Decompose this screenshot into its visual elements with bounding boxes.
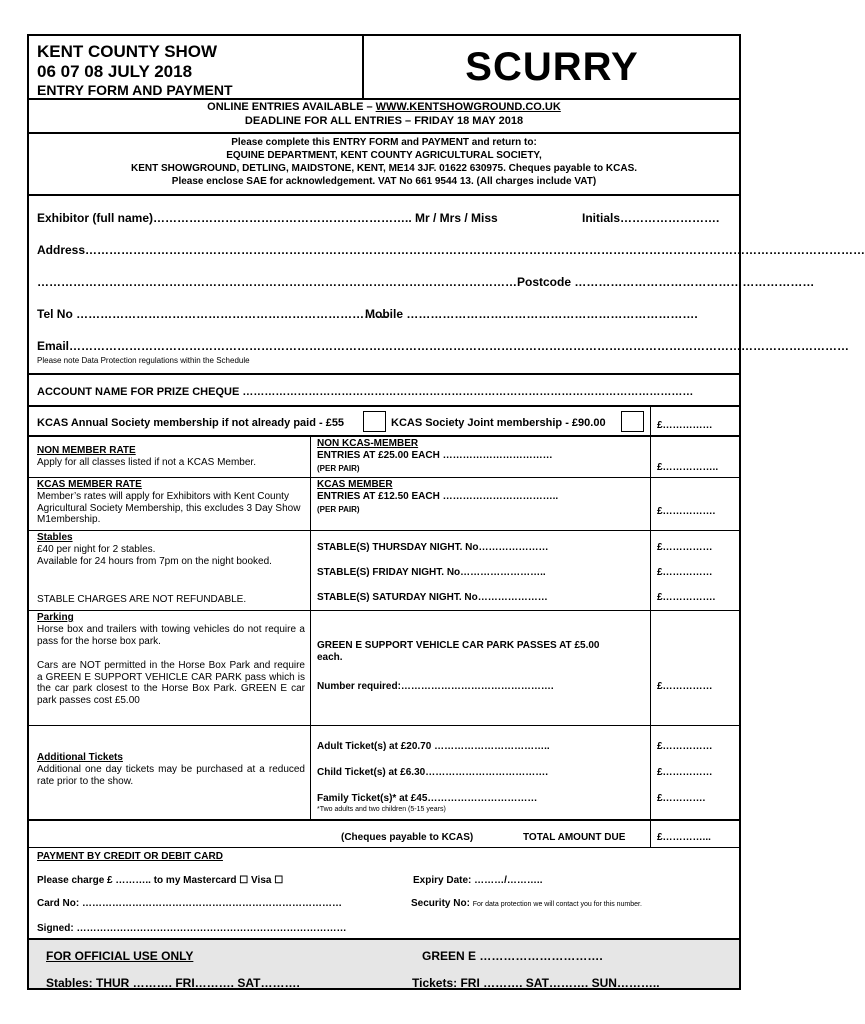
stable-friday-field[interactable]: STABLE(S) FRIDAY NIGHT. No…………………….. — [317, 567, 546, 578]
member-heading: KCAS MEMBER RATE — [37, 479, 142, 490]
parking-number-field[interactable]: Number required:………………………………………. — [317, 681, 554, 692]
left-column-divider — [310, 435, 311, 819]
annual-membership-checkbox[interactable] — [363, 411, 386, 432]
card-payment-heading: PAYMENT BY CREDIT OR DEBIT CARD — [37, 851, 223, 862]
divider — [29, 194, 739, 196]
non-member-per-pair: (PER PAIR) — [317, 464, 360, 473]
stables-heading: Stables — [37, 532, 73, 543]
exhibitor-name-field[interactable]: Exhibitor (full name)……………………………………………………….. Mr / Mrs / Miss — [37, 211, 498, 225]
official-green-e: GREEN E …………………………. — [422, 949, 603, 963]
tickets-heading: Additional Tickets — [37, 752, 123, 763]
family-ticket-field[interactable]: Family Ticket(s)* at £45…………………………… — [317, 793, 538, 804]
parking-horsebox-text: Horse box and trailers with towing vehicles do not require a pass for the horse box park. — [37, 624, 305, 647]
security-label: Security No: — [411, 898, 470, 909]
member-amount[interactable]: £……………. — [657, 506, 716, 517]
parking-heading: Parking — [37, 612, 74, 623]
green-e-passes-heading: GREEN E SUPPORT VEHICLE CAR PARK PASSES AT £5.00 each. — [317, 640, 600, 663]
tickets-text: Additional one day tickets may be purchased at a reduced rate prior to the show. — [37, 764, 305, 787]
parking-amount[interactable]: £…………… — [657, 681, 713, 692]
child-ticket-amount[interactable]: £…………… — [657, 767, 713, 778]
family-ticket-amount[interactable]: £…………. — [657, 793, 706, 804]
cheques-payable: (Cheques payable to KCAS) — [341, 832, 474, 843]
row-divider — [29, 725, 739, 726]
divider — [29, 819, 739, 821]
member-per-pair: (PER PAIR) — [317, 505, 360, 514]
non-kcas-member-heading: NON KCAS-MEMBER — [317, 438, 419, 449]
card-charge-field[interactable]: Please charge £ ……….. to my Mastercard ☐ Visa ☐ — [37, 875, 284, 886]
online-prefix: ONLINE ENTRIES AVAILABLE – — [207, 101, 376, 113]
official-stables: Stables: THUR ………. FRI………. SAT………. — [46, 976, 300, 990]
security-number-field[interactable] — [411, 898, 642, 910]
instructions-line3: KENT SHOWGROUND, DETLING, MAIDSTONE, KENT, ME14 3JF. 01622 630975. Cheques payable to KCAS. — [130, 163, 638, 174]
family-ticket-note: *Two adults and two children (5-15 years) — [317, 806, 446, 813]
data-protection-note: Please note Data Protection regulations within the Schedule — [37, 356, 250, 365]
stable-thursday-field[interactable]: STABLE(S) THURSDAY NIGHT. No………………… — [317, 542, 549, 553]
divider — [29, 405, 739, 407]
child-ticket-field[interactable]: Child Ticket(s) at £6.30………………………………. — [317, 767, 548, 778]
member-entries-field[interactable]: ENTRIES AT £12.50 EACH …………………………….. — [317, 491, 559, 502]
divider — [29, 373, 739, 375]
website-link[interactable]: WWW.KENTSHOWGROUND.CO.UK — [375, 101, 561, 113]
annual-membership-label: KCAS Annual Society membership if not already paid - £55 — [37, 417, 345, 429]
row-divider — [29, 477, 739, 478]
stable-saturday-field[interactable]: STABLE(S) SATURDAY NIGHT. No………………… — [317, 592, 548, 603]
official-use-heading: FOR OFFICIAL USE ONLY — [46, 949, 194, 963]
member-text: Member’s rates will apply for Exhibitors with Kent County Agricultural Society Membership, this excludes 3 Day Show M1embership. — [37, 491, 301, 525]
divider — [29, 435, 739, 437]
signature-field[interactable]: Signed: ……………………………………………………………………… — [37, 923, 347, 934]
expiry-date-field[interactable]: Expiry Date: ………/……….. — [413, 875, 543, 886]
form-subtitle: ENTRY FORM AND PAYMENT — [37, 82, 233, 98]
instructions-line1: Please complete this ENTRY FORM and PAYMENT and return to: — [231, 137, 537, 148]
row-divider — [29, 530, 739, 531]
total-label: TOTAL AMOUNT DUE — [523, 832, 626, 843]
total-amount[interactable]: £…………... — [657, 832, 711, 843]
official-tickets: Tickets: FRI ………. SAT………. SUN……….. — [412, 976, 660, 990]
stable-saturday-amount[interactable]: £……………. — [657, 592, 716, 603]
address-postcode-field[interactable]: …………………………………………………………………………………………………………Postcode …………………………………………………… — [37, 275, 815, 289]
header-divider — [362, 36, 364, 98]
stables-availability: Available for 24 hours from 7pm on the night booked. — [37, 556, 272, 567]
row-divider — [29, 847, 739, 848]
column-divider — [650, 405, 651, 435]
tel-field[interactable]: Tel No …………………………………………………………………… — [37, 307, 389, 321]
non-member-text: Apply for all classes listed if not a KCAS Member. — [37, 457, 256, 468]
deadline: DEADLINE FOR ALL ENTRIES – FRIDAY 18 MAY 2018 — [244, 115, 524, 127]
joint-membership-label: KCAS Society Joint membership - £90.00 — [391, 417, 606, 429]
kcas-member-heading: KCAS MEMBER — [317, 479, 393, 490]
instructions-line4: Please enclose SAE for acknowledgement. VAT No 661 9544 13. (All charges include VAT) — [171, 176, 597, 187]
stables-non-refundable: STABLE CHARGES ARE NOT REFUNDABLE. — [37, 594, 247, 605]
card-number-field[interactable]: Card No: …………………………………………………………………… — [37, 898, 342, 909]
instructions-line2: EQUINE DEPARTMENT, KENT COUNTY AGRICULTURAL SOCIETY, — [226, 150, 542, 161]
joint-membership-checkbox[interactable] — [621, 411, 644, 432]
stable-thursday-amount[interactable]: £…………… — [657, 542, 713, 553]
email-field[interactable]: Email…………………………………………………………………………………………………………………………………………………………………………… — [37, 339, 850, 353]
class-title: SCURRY — [465, 45, 639, 89]
initials-field[interactable]: Initials……………………. — [582, 211, 720, 225]
divider — [29, 132, 739, 134]
amount-column-divider — [650, 435, 651, 847]
adult-ticket-amount[interactable]: £…………… — [657, 741, 713, 752]
non-member-amount[interactable]: £…………….. — [657, 462, 719, 473]
membership-amount[interactable]: £…………… — [657, 420, 713, 431]
account-name-field[interactable]: ACCOUNT NAME FOR PRIZE CHEQUE …………………………………………………………………………………………………………… — [37, 386, 694, 398]
non-member-heading: NON MEMBER RATE — [37, 445, 136, 456]
non-member-entries-field[interactable]: ENTRIES AT £25.00 EACH …………………………… — [317, 450, 553, 461]
online-entries — [29, 101, 739, 114]
entry-form — [27, 34, 865, 990]
divider — [29, 98, 739, 100]
mobile-field[interactable]: Mobile ………………………………………………………………. — [365, 307, 698, 321]
parking-cars-text: Cars are NOT permitted in the Horse Box Park and require a GREEN E SUPPORT VEHICLE CAR PARK pass which is the car park closest to the Horse Box Park. GREEN E car park passes cost £5.00 — [37, 660, 305, 706]
row-divider — [29, 610, 739, 611]
official-use-section — [29, 938, 739, 988]
stables-price: £40 per night for 2 stables. — [37, 544, 156, 555]
address-field[interactable]: Address…………………………………………………………………………………………………………………………………………………………………………… — [37, 243, 865, 257]
adult-ticket-field[interactable]: Adult Ticket(s) at £20.70 …………………………….. — [317, 741, 550, 752]
show-title: KENT COUNTY SHOW — [37, 42, 218, 61]
show-dates: 06 07 08 JULY 2018 — [37, 62, 193, 81]
stable-friday-amount[interactable]: £…………… — [657, 567, 713, 578]
security-note: For data protection we will contact you for this number. — [472, 901, 642, 908]
